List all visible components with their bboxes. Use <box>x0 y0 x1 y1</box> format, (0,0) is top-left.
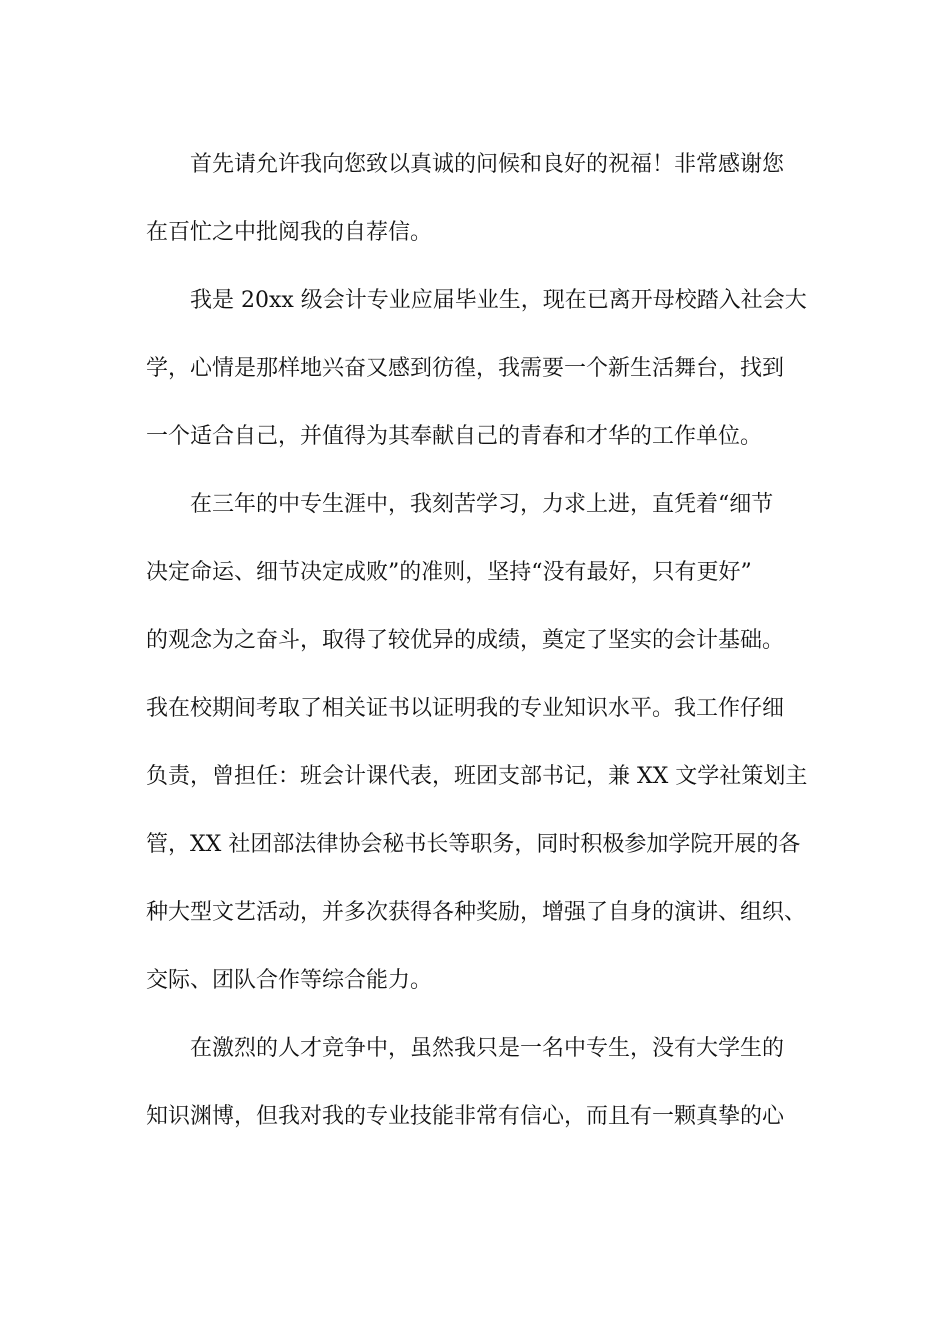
paragraph-3-line-5: 负责，曾担任：班会计课代表，班团支部书记，兼 XX 文学社策划主 <box>146 764 808 789</box>
paragraph-3-line-6: 管，XX 社团部法律协会秘书长等职务，同时积极参加学院开展的各 <box>146 832 801 857</box>
paragraph-2-line-3: 一个适合自己，并值得为其奉献自己的青春和才华的工作单位。 <box>146 424 763 449</box>
paragraph-1-line-1: 首先请允许我向您致以真诚的问候和良好的祝福！非常感谢您 <box>190 152 785 177</box>
paragraph-3-line-7: 种大型文艺活动，并多次获得各种奖励，增强了自身的演讲、组织、 <box>146 900 807 925</box>
paragraph-3-line-3: 的观念为之奋斗，取得了较优异的成绩，奠定了坚实的会计基础。 <box>146 628 785 653</box>
letter-body <box>146 131 836 1151</box>
paragraph-4-line-1: 在激烈的人才竞争中，虽然我只是一名中专生，没有大学生的 <box>190 1036 785 1061</box>
paragraph-3-line-2: 决定命运、细节决定成败”的准则，坚持“没有最好，只有更好” <box>146 560 752 585</box>
paragraph-3-line-1: 在三年的中专生涯中，我刻苦学习，力求上进，直凭着“细节 <box>190 492 774 517</box>
paragraph-2-line-1: 我是 20xx 级会计专业应届毕业生，现在已离开母校踏入社会大 <box>190 288 807 313</box>
paragraph-4-line-2: 知识渊博，但我对我的专业技能非常有信心，而且有一颗真挚的心 <box>146 1104 785 1129</box>
paragraph-1-line-2: 在百忙之中批阅我的自荐信。 <box>146 220 433 245</box>
paragraph-3-line-4: 我在校期间考取了相关证书以证明我的专业知识水平。我工作仔细 <box>146 696 785 721</box>
paragraph-3-line-8: 交际、团队合作等综合能力。 <box>146 968 433 993</box>
paragraph-2-line-2: 学，心情是那样地兴奋又感到彷徨，我需要一个新生活舞台，找到 <box>146 356 785 381</box>
